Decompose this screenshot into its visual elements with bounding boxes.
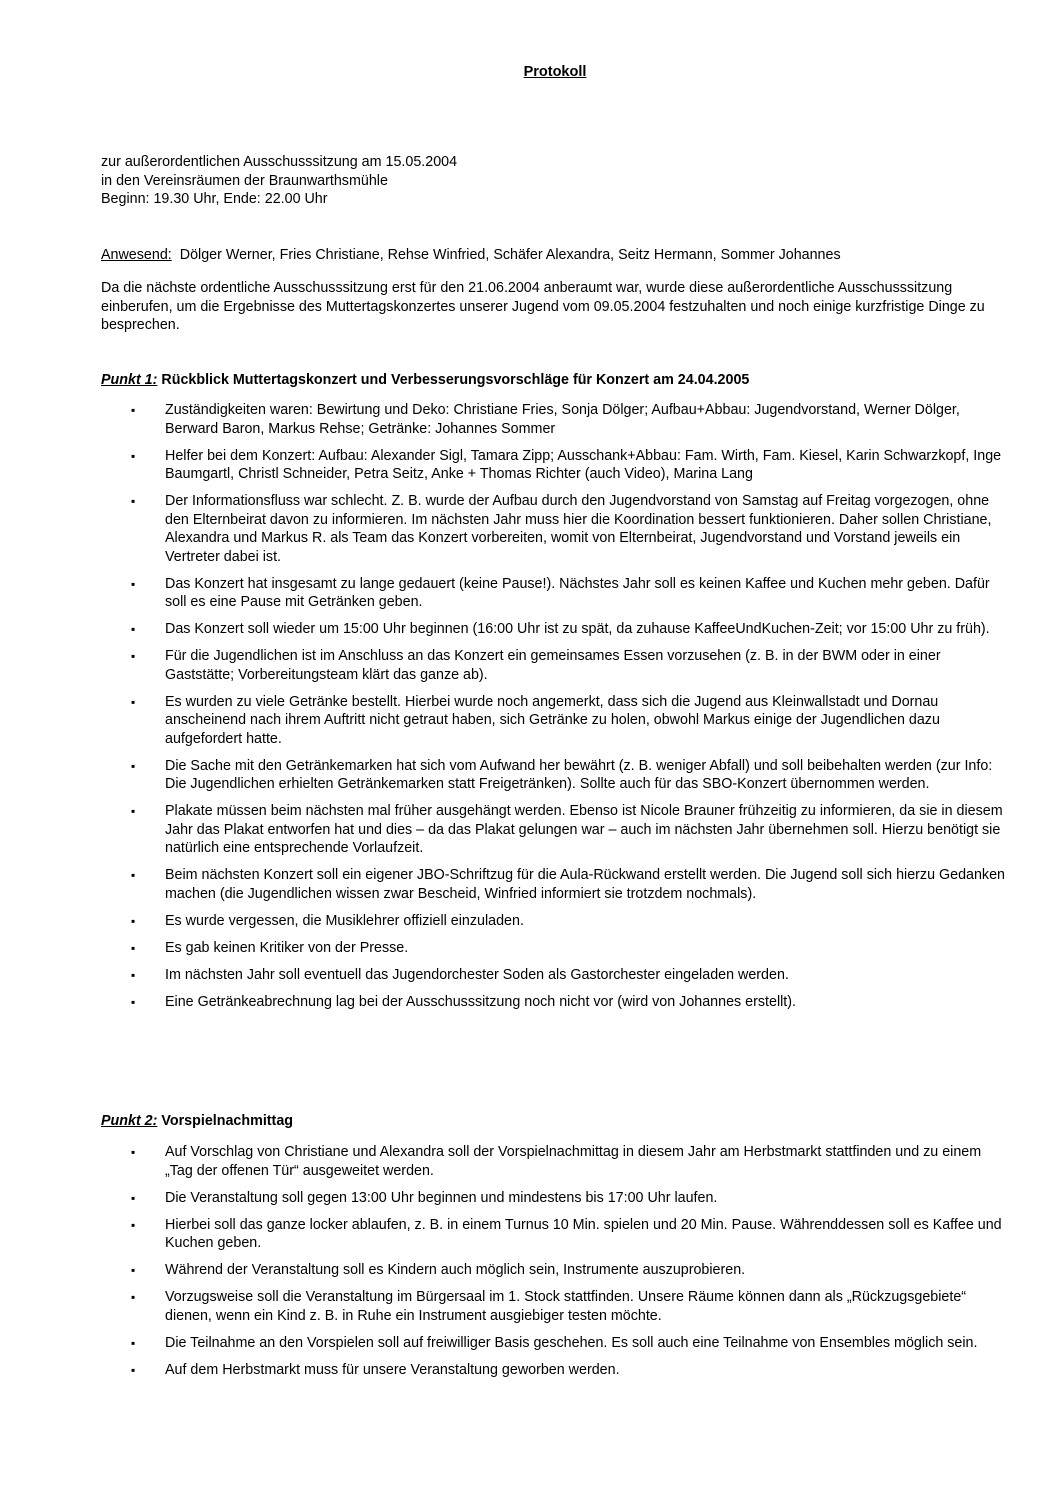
bullet-icon: ▪ bbox=[131, 804, 136, 818]
list-item-text: Die Veranstaltung soll gegen 13:00 Uhr beginnen und mindestens bis 17:00 Uhr laufen. bbox=[165, 1189, 718, 1206]
list-item-text: Vorzugsweise soll die Veranstaltung im Bürgersaal im 1. Stock stattfinden. Unsere Räume können dann als „Rückzugsgebiete“ dienen, wenn ein Kind z. B. in Ruhe ein Instrument ausgiebiger testen möchte. bbox=[165, 1289, 967, 1324]
bullet-icon: ▪ bbox=[131, 694, 136, 709]
list-item bbox=[101, 1334, 1006, 1353]
list-item bbox=[101, 1261, 1006, 1280]
bullet-icon: ▪ bbox=[131, 448, 136, 463]
attendees bbox=[101, 247, 841, 263]
bullet-icon: ▪ bbox=[131, 1290, 136, 1304]
list-item-text: Das Konzert soll wieder um 15:00 Uhr beginnen (16:00 Uhr ist zu spät, da zuhause KaffeeUndKuchen-Zeit; vor 15:00 Uhr zu früh). bbox=[165, 621, 990, 637]
list-item bbox=[101, 447, 1006, 484]
section-heading-1 bbox=[101, 372, 749, 388]
section-label: Punkt 2: bbox=[101, 1113, 158, 1129]
list-item bbox=[101, 1288, 1006, 1325]
list-item bbox=[101, 939, 1006, 958]
list-item-text: Das Konzert hat insgesamt zu lange gedauert (keine Pause!). Nächstes Jahr soll es keinen Kaffee und Kuchen mehr geben. Dafür soll es eine Pause mit Getränken geben. bbox=[165, 575, 990, 610]
list-item-text: Eine Getränkeabrechnung lag bei der Ausschusssitzung noch nicht vor (wird von Johannes erstellt). bbox=[165, 993, 797, 1010]
bullet-icon: ▪ bbox=[131, 940, 136, 955]
attendees-names: Dölger Werner, Fries Christiane, Rehse Winfried, Schäfer Alexandra, Seitz Hermann, Sommer Johannes bbox=[179, 247, 841, 263]
list-item bbox=[101, 492, 1006, 566]
bullet-icon: ▪ bbox=[131, 622, 136, 636]
list-item bbox=[101, 802, 1006, 858]
list-item-text: Während der Veranstaltung soll es Kindern auch möglich sein, Instrumente auszuprobieren. bbox=[165, 1262, 746, 1278]
list-item bbox=[101, 647, 1006, 684]
bullet-icon: ▪ bbox=[131, 1217, 136, 1232]
list-item-text: Helfer bei dem Konzert: Aufbau: Alexander Sigl, Tamara Zipp; Ausschank+Abbau: Fam. Wirth, Fam. Kiesel, Karin Schwarzkopf, Inge Baumgartl, Christl Schneider, Petra Seitz, Anke + Thomas Richter (auch Video), Marina Lang bbox=[165, 447, 1002, 482]
bullet-icon: ▪ bbox=[131, 576, 136, 591]
list-item bbox=[101, 757, 1006, 794]
attendees-label: Anwesend: bbox=[101, 247, 172, 263]
list-item-text: Auf dem Herbstmarkt muss für unsere Veranstaltung geworben werden. bbox=[165, 1361, 620, 1378]
bullet-icon: ▪ bbox=[131, 994, 136, 1009]
list-item bbox=[101, 401, 1006, 438]
list-item bbox=[101, 966, 1006, 985]
list-item-text: Beim nächsten Konzert soll ein eigener JBO-Schriftzug für die Aula-Rückwand erstellt werden. Die Jugend soll sich hierzu Gedanken machen (die Jugendlichen wissen zwar Bescheid, Winfried informiert sie trotzdem nochmals). bbox=[165, 867, 1005, 902]
list-item-text: Plakate müssen beim nächsten mal früher ausgehängt werden. Ebenso ist Nicole Brauner frühzeitig zu informieren, da sie in diesem Jahr das Plakat entworfen hat und dies – da das Plakat gelungen war – auch im nächsten Jahr übernehmen soll. Hierzu benötigt sie natürlich eine entsprechende Vorlaufzeit. bbox=[165, 803, 1003, 856]
list-item-text: Die Teilnahme an den Vorspielen soll auf freiwilliger Basis geschehen. Es soll auch eine Teilnahme von Ensembles möglich sein. bbox=[165, 1334, 978, 1351]
section-title: Rückblick Muttertagskonzert und Verbesserungsvorschläge für Konzert am 24.04.2005 bbox=[161, 372, 750, 388]
list-item bbox=[101, 993, 1006, 1012]
list-item bbox=[101, 693, 1006, 749]
list-item-text: Hierbei soll das ganze locker ablaufen, z. B. in einem Turnus 10 Min. spielen und 20 Min. Pause. Währenddessen soll es Kaffee und Kuchen geben. bbox=[165, 1216, 1002, 1251]
list-item-text: Zuständigkeiten waren: Bewirtung und Deko: Christiane Fries, Sonja Dölger; Aufbau+Abbau: Jugendvorstand, Werner Dölger, Berward Baron, Markus Rehse; Getränke: Johannes Sommer bbox=[165, 402, 960, 437]
meeting-time: Beginn: 19.30 Uhr, Ende: 22.00 Uhr bbox=[101, 191, 328, 207]
section-title: Vorspielnachmittag bbox=[161, 1113, 294, 1129]
list-item bbox=[101, 575, 1006, 612]
bullet-icon: ▪ bbox=[131, 758, 136, 773]
meeting-occasion: zur außerordentlichen Ausschusssitzung am 15.05.2004 bbox=[101, 154, 458, 170]
bullet-icon: ▪ bbox=[131, 1190, 136, 1205]
bullet-icon: ▪ bbox=[131, 649, 136, 663]
meeting-info bbox=[101, 153, 457, 209]
bullet-icon: ▪ bbox=[131, 403, 136, 417]
bullet-icon: ▪ bbox=[131, 967, 136, 982]
document-title: Protokoll bbox=[523, 64, 587, 80]
list-item bbox=[101, 1361, 1006, 1380]
bullet-icon: ▪ bbox=[131, 1145, 136, 1159]
bullet-icon: ▪ bbox=[131, 1362, 136, 1377]
meeting-location: in den Vereinsräumen der Braunwarthsmühle bbox=[101, 172, 388, 189]
list-item-text: Die Sache mit den Getränkemarken hat sich vom Aufwand her bewährt (z. B. weniger Abfall) und soll beibehalten werden (zur Info: Die Jugendlichen erhielten Getränkemarken statt Freigetränken). Sollte auch für das SBO-Konzert übernommen werden. bbox=[165, 757, 993, 792]
list-item bbox=[101, 620, 1006, 639]
list-item-text: Es wurde vergessen, die Musiklehrer offiziell einzuladen. bbox=[165, 912, 524, 929]
section-1-list bbox=[101, 401, 1006, 1020]
list-item bbox=[101, 1143, 1006, 1180]
section-2-list bbox=[101, 1143, 1006, 1388]
bullet-icon: ▪ bbox=[131, 1263, 136, 1277]
section-label: Punkt 1: bbox=[101, 372, 158, 388]
bullet-icon: ▪ bbox=[131, 868, 136, 882]
list-item bbox=[101, 1189, 1006, 1208]
list-item bbox=[101, 1216, 1006, 1253]
list-item bbox=[101, 866, 1006, 903]
bullet-icon: ▪ bbox=[131, 494, 136, 508]
list-item-text: Für die Jugendlichen ist im Anschluss an das Konzert ein gemeinsames Essen vorzusehen (z. B. in der BWM oder in einer Gaststätte; Vorbereitungsteam klärt das ganze ab). bbox=[165, 648, 941, 683]
list-item-text: Im nächsten Jahr soll eventuell das Jugendorchester Soden als Gastorchester eingeladen werden. bbox=[165, 966, 789, 983]
list-item-text: Es wurden zu viele Getränke bestellt. Hierbei wurde noch angemerkt, dass sich die Jugend aus Kleinwallstadt und Dornau anscheinend nach ihrem Auftritt nicht getraut haben, sich Getränke zu holen, obwohl Markus einige der Jugendlichen dazu aufgefordert hatte. bbox=[165, 693, 940, 747]
list-item-text: Es gab keinen Kritiker von der Presse. bbox=[165, 939, 409, 956]
intro-paragraph: Da die nächste ordentliche Ausschusssitzung erst für den 21.06.2004 anberaumt war, wurde diese außerordentliche Ausschusssitzung einberufen, um die Ergebnisse des Muttertagskonzertes unserer Jugend vom 09.05.2004 festzuhalten und noch einige kurzfristige Dinge zu besprechen. bbox=[101, 280, 985, 333]
section-heading-2 bbox=[101, 1113, 293, 1129]
list-item bbox=[101, 912, 1006, 931]
list-item-text: Auf Vorschlag von Christiane und Alexandra soll der Vorspielnachmittag in diesem Jahr am Herbstmarkt stattfinden und zu einem „Tag der offenen Tür“ ausgeweitet werden. bbox=[165, 1144, 982, 1179]
list-item-text: Der Informationsfluss war schlecht. Z. B. wurde der Aufbau durch den Jugendvorstand von Samstag auf Freitag vorgezogen, ohne den Elternbeirat davon zu informieren. Im nächsten Jahr muss hier die Koordination bessert funktionieren. Daher sollen Christiane, Alexandra und Markus R. als Team das Konzert vorbereiten, womit von Elternbeirat, Jugendvorstand und Vorstand jeweils ein Vertreter dabei ist. bbox=[165, 493, 992, 565]
bullet-icon: ▪ bbox=[131, 913, 136, 928]
bullet-icon: ▪ bbox=[131, 1335, 136, 1350]
